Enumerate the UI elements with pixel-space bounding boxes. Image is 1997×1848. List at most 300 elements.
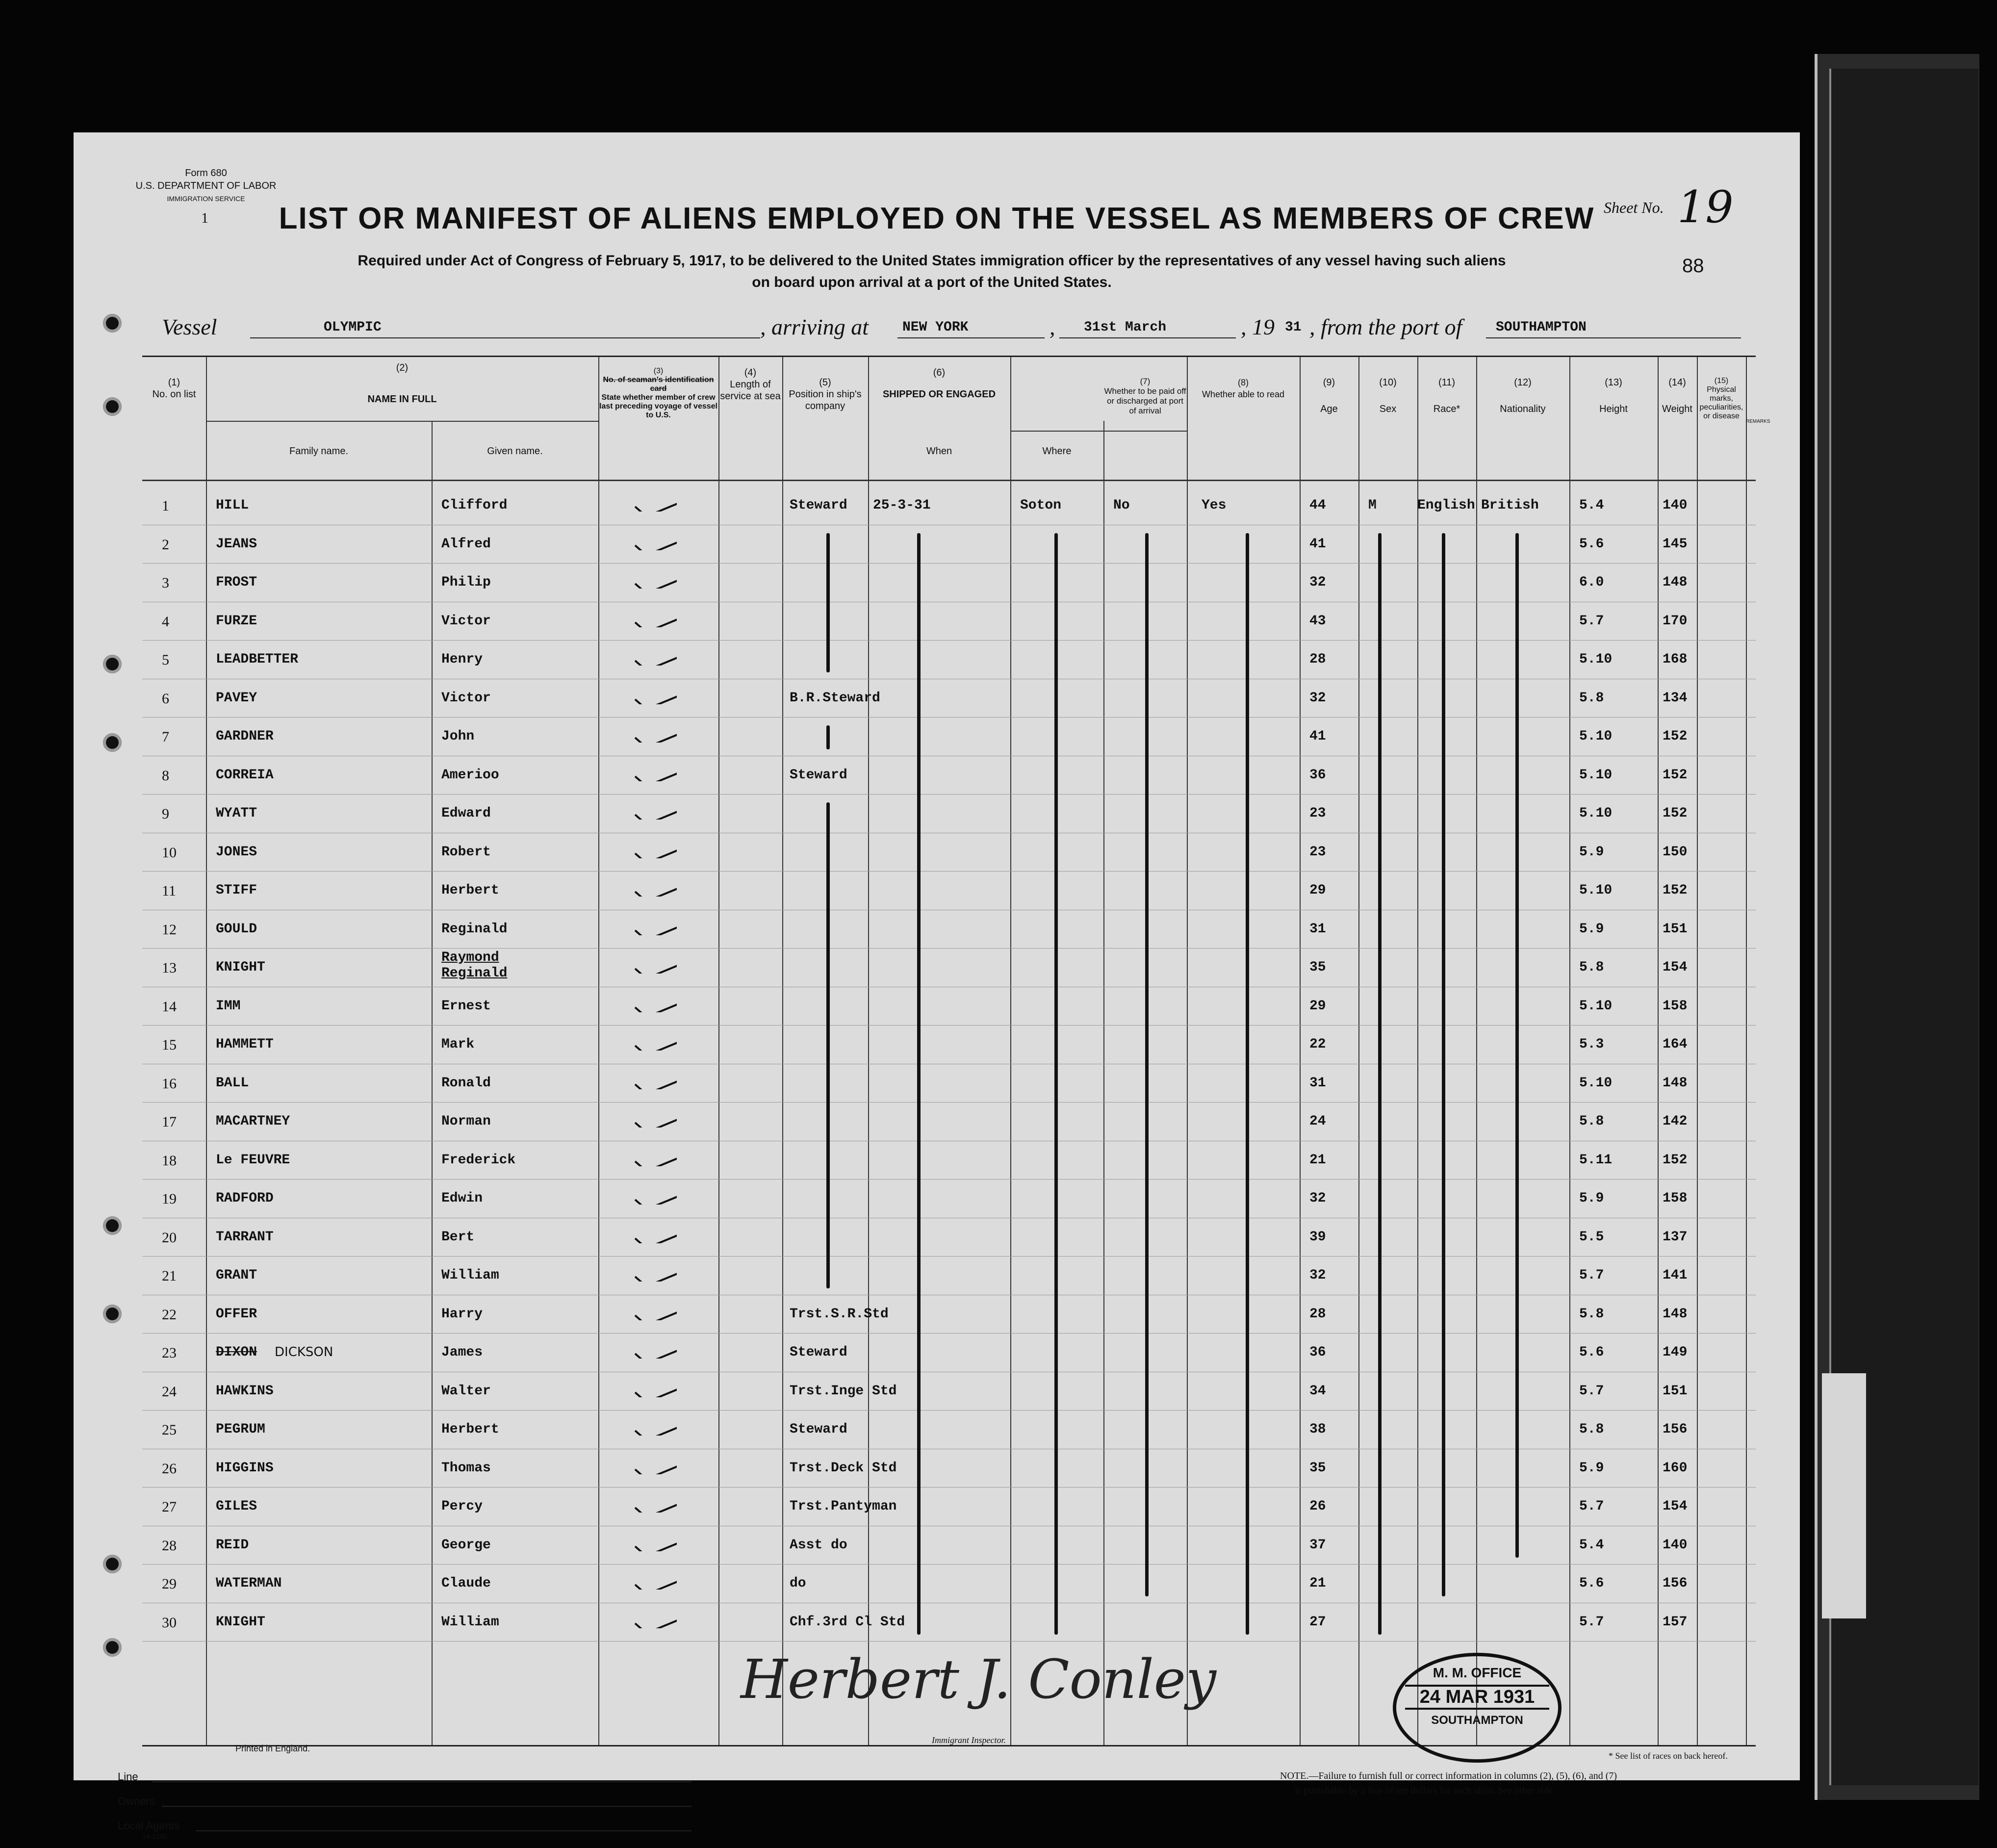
- punch-hole: [103, 314, 122, 333]
- row-number: 18: [162, 1152, 177, 1169]
- position: do: [790, 1576, 806, 1591]
- family-name: HAWKINS: [216, 1383, 274, 1399]
- punch-hole: [103, 1216, 122, 1235]
- height: 5.10: [1579, 883, 1613, 898]
- checkmark-icon: [633, 492, 677, 512]
- weight: 152: [1663, 767, 1688, 783]
- checkmark-icon: [633, 723, 677, 743]
- age: 41: [1309, 729, 1326, 744]
- family-name: KNIGHT: [216, 960, 265, 975]
- age: 34: [1309, 1383, 1326, 1399]
- checkmark-icon: [633, 1185, 677, 1205]
- checkmark-icon: [633, 916, 677, 935]
- age: 36: [1309, 1345, 1326, 1360]
- position: Trst.S.R.Std: [790, 1306, 889, 1322]
- given-name: Clifford: [441, 498, 508, 513]
- position: Steward: [790, 1422, 847, 1437]
- given-name: Victor: [441, 613, 491, 629]
- row-number: 12: [162, 921, 177, 938]
- given-name: Bert: [441, 1229, 475, 1245]
- height: 5.7: [1579, 1499, 1604, 1514]
- family-name: PEGRUM: [216, 1422, 265, 1437]
- vessel-line: Vessel OLYMPIC , arriving at NEW YORK , 31st March , 19 31 , from the port of SOUTHAMPTON: [162, 314, 1741, 343]
- col-nationality-header: (12) Nationality: [1500, 377, 1546, 414]
- age: 23: [1309, 806, 1326, 821]
- nationality: British: [1481, 498, 1539, 513]
- row-number: 14: [162, 998, 177, 1015]
- age: 38: [1309, 1422, 1326, 1437]
- table-row: [142, 1411, 1756, 1449]
- family-name: STIFF: [216, 883, 257, 898]
- row-number: 4: [162, 613, 169, 630]
- row-number: 3: [162, 575, 169, 591]
- weight: 156: [1663, 1576, 1688, 1591]
- height: 6.0: [1579, 575, 1604, 590]
- given-name: Herbert: [441, 1422, 499, 1437]
- family-name: TARRANT: [216, 1229, 274, 1245]
- family-name: OFFER: [216, 1306, 257, 1322]
- weight: 137: [1663, 1229, 1688, 1245]
- checkmark-icon: [633, 1378, 677, 1397]
- checkmark-icon: [633, 1224, 677, 1243]
- weight: 158: [1663, 1191, 1688, 1206]
- family-name: GARDNER: [216, 729, 274, 744]
- arrival-date: 31st March: [1084, 320, 1167, 335]
- given-name: Edwin: [441, 1191, 483, 1206]
- weight: 157: [1663, 1614, 1688, 1630]
- age: 32: [1309, 1191, 1326, 1206]
- checkmark-icon: [633, 569, 677, 589]
- age: 43: [1309, 613, 1326, 629]
- race: English: [1417, 498, 1475, 513]
- weight: 145: [1663, 536, 1688, 552]
- family-name: DIXON: [216, 1345, 257, 1360]
- family-name: CORREIA: [216, 767, 274, 783]
- year-suffix: 31: [1285, 320, 1302, 335]
- height: 5.11: [1579, 1152, 1613, 1168]
- punch-hole: [103, 1638, 122, 1657]
- family-name: GILES: [216, 1499, 257, 1514]
- able-to-read: Yes: [1202, 498, 1227, 513]
- position: Steward: [790, 498, 847, 513]
- given-name: Percy: [441, 1499, 483, 1514]
- family-name: HILL: [216, 498, 249, 513]
- table-row: [142, 1488, 1756, 1526]
- shipped-where: Soton: [1020, 498, 1062, 513]
- owners-label: Owners: [118, 1795, 155, 1807]
- age: 23: [1309, 844, 1326, 860]
- checkmark-icon: [633, 839, 677, 858]
- ditto-mark: [1378, 533, 1382, 1635]
- age: 21: [1309, 1576, 1326, 1591]
- given-name: Frederick: [441, 1152, 516, 1168]
- position: Trst.Deck Std: [790, 1460, 897, 1476]
- table-row: [142, 1065, 1756, 1103]
- height: 5.8: [1579, 690, 1604, 706]
- position: B.R.Steward: [790, 690, 880, 706]
- age: 44: [1309, 498, 1326, 513]
- table-row: [142, 834, 1756, 872]
- given-name: Victor: [441, 690, 491, 706]
- weight: 140: [1663, 498, 1688, 513]
- height: 5.8: [1579, 1114, 1604, 1129]
- row-number: 5: [162, 652, 169, 668]
- given-name: Reginald: [441, 921, 508, 937]
- table-row: [142, 1026, 1756, 1064]
- age: 28: [1309, 652, 1326, 667]
- ditto-mark: [1246, 533, 1249, 1635]
- row-number: 25: [162, 1422, 177, 1438]
- family-name: KNIGHT: [216, 1614, 265, 1630]
- weight: 141: [1663, 1268, 1688, 1283]
- row-number: 10: [162, 844, 177, 861]
- given-name: Claude: [441, 1576, 491, 1591]
- col-length-service-header: (4) Length of service at sea: [720, 367, 781, 402]
- height: 5.4: [1579, 1537, 1604, 1553]
- weight: 151: [1663, 921, 1688, 937]
- weight: 160: [1663, 1460, 1688, 1476]
- row-number: 15: [162, 1037, 177, 1053]
- table-row: [142, 603, 1756, 641]
- height: 5.9: [1579, 844, 1604, 860]
- ditto-mark: [826, 533, 830, 672]
- table-row: [142, 1373, 1756, 1411]
- department: U.S. DEPARTMENT OF LABOR: [135, 180, 277, 191]
- checkmark-icon: [633, 1416, 677, 1436]
- given-name: Herbert: [441, 883, 499, 898]
- height: 5.7: [1579, 1383, 1604, 1399]
- position: Chf.3rd Cl Std: [790, 1614, 905, 1630]
- age: 29: [1309, 998, 1326, 1014]
- row-number: 6: [162, 690, 169, 707]
- family-name: HIGGINS: [216, 1460, 274, 1476]
- family-name: RADFORD: [216, 1191, 274, 1206]
- checkmark-icon: [633, 1070, 677, 1089]
- row-number: 20: [162, 1229, 177, 1246]
- position: Trst.Pantyman: [790, 1499, 897, 1514]
- col-paid-off-header: (7) Whether to be paid off or discharged at port of arrival: [1104, 377, 1186, 415]
- height: 5.9: [1579, 1460, 1604, 1476]
- age: 22: [1309, 1037, 1326, 1052]
- row-number: 23: [162, 1345, 177, 1361]
- age: 28: [1309, 1306, 1326, 1322]
- checkmark-icon: [633, 1262, 677, 1282]
- age: 29: [1309, 883, 1326, 898]
- col-previous-voyage-header: (3) No. of seaman's identification card State whether member of crew last preceding voyage of vessel to U.S.: [599, 367, 717, 419]
- weight: 134: [1663, 690, 1688, 706]
- age: 31: [1309, 1075, 1326, 1091]
- family-name: FURZE: [216, 613, 257, 629]
- age: 32: [1309, 1268, 1326, 1283]
- weight: 152: [1663, 883, 1688, 898]
- family-name: IMM: [216, 998, 241, 1014]
- table-row: [142, 1219, 1756, 1257]
- given-name: Philip: [441, 575, 491, 590]
- row-number: 7: [162, 729, 169, 745]
- height: 5.10: [1579, 652, 1613, 667]
- col-shipped-header: (6) SHIPPED OR ENGAGED: [882, 367, 996, 400]
- given-name: John: [441, 729, 475, 744]
- family-name: WYATT: [216, 806, 257, 821]
- table-row: [142, 1180, 1756, 1218]
- office-stamp: [1393, 1653, 1562, 1763]
- checkmark-icon: [633, 1532, 677, 1551]
- weight: 156: [1663, 1422, 1688, 1437]
- col-name-header: (2) NAME IN FULL: [367, 362, 437, 405]
- form-identifier: [113, 167, 299, 205]
- checkmark-icon: [633, 1455, 677, 1474]
- height: 5.3: [1579, 1037, 1604, 1052]
- line-label: Line: [118, 1771, 138, 1783]
- position: Asst do: [790, 1537, 847, 1553]
- family-name: Le FEUVRE: [216, 1152, 290, 1168]
- row-number: 8: [162, 767, 169, 784]
- stamp-date: 24 MAR 1931: [1405, 1685, 1549, 1710]
- form-code: 14-1240: [142, 1832, 168, 1840]
- inspector-signature: Herbert J. Conley: [741, 1648, 1217, 1711]
- given-name: Amerioo: [441, 767, 499, 783]
- position: Steward: [790, 767, 847, 783]
- height: 5.5: [1579, 1229, 1604, 1245]
- weight: 148: [1663, 575, 1688, 590]
- manifest-sheet: [74, 132, 1800, 1840]
- weight: 168: [1663, 652, 1688, 667]
- arrival-port: NEW YORK: [902, 320, 969, 335]
- checkmark-icon: [633, 1147, 677, 1166]
- weight: 148: [1663, 1075, 1688, 1091]
- family-name: JONES: [216, 844, 257, 860]
- form-mark: 1: [201, 210, 208, 226]
- position: Trst.Inge Std: [790, 1383, 897, 1399]
- checkmark-icon: [633, 685, 677, 704]
- col-given-name-header: Given name.: [487, 446, 543, 457]
- row-number: 21: [162, 1268, 177, 1284]
- departure-port: SOUTHAMPTON: [1496, 320, 1587, 335]
- height: 5.10: [1579, 998, 1613, 1014]
- weight: 164: [1663, 1037, 1688, 1052]
- row-number: 2: [162, 536, 169, 553]
- row-number: 13: [162, 960, 177, 976]
- table-row: [142, 1604, 1756, 1642]
- table-row: [142, 1334, 1756, 1372]
- position: Steward: [790, 1345, 847, 1360]
- year-prefix: , 19: [1241, 314, 1275, 339]
- family-name: WATERMAN: [216, 1576, 282, 1591]
- weight: 152: [1663, 729, 1688, 744]
- checkmark-icon: [633, 646, 677, 666]
- given-name: Thomas: [441, 1460, 491, 1476]
- weight: 170: [1663, 613, 1688, 629]
- ditto-mark: [826, 802, 830, 1288]
- subtitle-line-2: on board upon arrival at a port of the United States.: [752, 274, 1112, 290]
- row-number: 22: [162, 1306, 177, 1323]
- height: 5.8: [1579, 1306, 1604, 1322]
- footer-note-1: NOTE.—Failure to furnish full or correct information in columns (2), (5), (6), and (7): [1280, 1771, 1617, 1781]
- col-when-header: When: [926, 446, 952, 457]
- inspector-label: Immigrant Inspector.: [932, 1735, 1006, 1745]
- ditto-mark: [917, 533, 921, 1635]
- table-row: [142, 564, 1756, 602]
- table-row: [142, 1450, 1756, 1488]
- height: 5.9: [1579, 1191, 1604, 1206]
- col-position-header: (5) Position in ship's company: [789, 377, 862, 411]
- given-name: Edward: [441, 806, 491, 821]
- height: 5.10: [1579, 767, 1613, 783]
- age: 31: [1309, 921, 1326, 937]
- row-number: 1: [162, 498, 169, 514]
- weight: 148: [1663, 1306, 1688, 1322]
- family-name: MACARTNEY: [216, 1114, 290, 1129]
- family-name-correction: DICKSON: [275, 1345, 333, 1360]
- given-name: Robert: [441, 844, 491, 860]
- agents-label: Local Agents: [118, 1820, 179, 1832]
- checkmark-icon: [633, 1493, 677, 1513]
- table-row: [142, 680, 1756, 718]
- page-subtitle: [270, 250, 1594, 293]
- table-row: [142, 526, 1756, 564]
- punch-hole: [103, 1555, 122, 1573]
- given-name: William: [441, 1614, 499, 1630]
- weight: 150: [1663, 844, 1688, 860]
- sex: M: [1368, 498, 1377, 513]
- table-row: [142, 795, 1756, 833]
- col-race-header: (11) Race*: [1433, 377, 1460, 414]
- arriving-label: , arriving at: [760, 314, 869, 339]
- checkmark-icon: [633, 1031, 677, 1051]
- col-height-header: (13) Height: [1599, 377, 1628, 414]
- punch-hole: [103, 733, 122, 752]
- ditto-mark: [1515, 533, 1519, 1558]
- family-name: JEANS: [216, 536, 257, 552]
- table-row: [142, 1257, 1756, 1295]
- weight: 152: [1663, 1152, 1688, 1168]
- given-name: Raymond Reginald: [441, 950, 508, 981]
- height: 5.8: [1579, 960, 1604, 975]
- table-row: [142, 1103, 1756, 1141]
- checkmark-icon: [633, 1108, 677, 1128]
- checkmark-icon: [633, 608, 677, 627]
- table-row: [142, 1142, 1756, 1180]
- family-name: PAVEY: [216, 690, 257, 706]
- ditto-mark: [1145, 533, 1149, 1596]
- table-row: [142, 757, 1756, 795]
- checkmark-icon: [633, 1339, 677, 1359]
- family-name: BALL: [216, 1075, 249, 1091]
- col-sex-header: (10) Sex: [1379, 377, 1397, 414]
- weight: 151: [1663, 1383, 1688, 1399]
- row-number: 11: [162, 883, 176, 899]
- given-name: Henry: [441, 652, 483, 667]
- given-name: William: [441, 1268, 499, 1283]
- col-weight-header: (14) Weight: [1662, 377, 1692, 414]
- height: 5.8: [1579, 1422, 1604, 1437]
- table-row: [142, 641, 1756, 679]
- stamp-top: M. M. OFFICE: [1433, 1665, 1522, 1680]
- given-name: Ernest: [441, 998, 491, 1014]
- age: 32: [1309, 575, 1326, 590]
- punch-hole: [103, 397, 122, 416]
- family-name: FROST: [216, 575, 257, 590]
- col-where-header: Where: [1042, 446, 1072, 457]
- height: 5.6: [1579, 1345, 1604, 1360]
- checkmark-icon: [633, 762, 677, 781]
- service: IMMIGRATION SERVICE: [167, 195, 245, 203]
- crew-table: [142, 356, 1770, 1746]
- weight: 149: [1663, 1345, 1688, 1360]
- age: 26: [1309, 1499, 1326, 1514]
- height: 5.7: [1579, 1614, 1604, 1630]
- height: 5.9: [1579, 921, 1604, 937]
- row-number: 28: [162, 1537, 177, 1554]
- height: 5.6: [1579, 536, 1604, 552]
- row-number: 26: [162, 1460, 177, 1477]
- row-number: 29: [162, 1576, 177, 1592]
- checkmark-icon: [633, 1301, 677, 1320]
- sheet-number: 19: [1677, 181, 1734, 233]
- col-no-header: (1) No. on list: [152, 377, 196, 400]
- checkmark-icon: [633, 1609, 677, 1628]
- height: 5.7: [1579, 613, 1604, 629]
- age: 32: [1309, 690, 1326, 706]
- from-label: , from the port of: [1309, 314, 1462, 339]
- height: 5.10: [1579, 806, 1613, 821]
- punch-hole: [103, 655, 122, 673]
- row-number: 27: [162, 1499, 177, 1515]
- row-number: 17: [162, 1114, 177, 1130]
- shipped-when: 25-3-31: [873, 498, 931, 513]
- table-row: [142, 487, 1756, 525]
- page-title: LIST OR MANIFEST OF ALIENS EMPLOYED ON THE VESSEL AS MEMBERS OF CREW: [279, 202, 1595, 235]
- sheet-label: Sheet No.: [1604, 199, 1664, 216]
- page-number: 88: [1682, 255, 1704, 277]
- weight: 142: [1663, 1114, 1688, 1129]
- height: 5.6: [1579, 1576, 1604, 1591]
- family-name: LEADBETTER: [216, 652, 299, 667]
- given-name: Mark: [441, 1037, 475, 1052]
- given-name: Walter: [441, 1383, 491, 1399]
- weight: 154: [1663, 1499, 1688, 1514]
- checkmark-icon: [633, 800, 677, 820]
- col-read-header: (8) Whether able to read: [1202, 378, 1285, 399]
- family-name: GOULD: [216, 921, 257, 937]
- height: 5.7: [1579, 1268, 1604, 1283]
- weight: 152: [1663, 806, 1688, 821]
- age: 39: [1309, 1229, 1326, 1245]
- checkmark-icon: [633, 531, 677, 550]
- table-row: [142, 718, 1756, 756]
- checkmark-icon: [633, 877, 677, 897]
- races-note: * See list of races on back hereof.: [1609, 1751, 1728, 1761]
- family-name: HAMMETT: [216, 1037, 274, 1052]
- checkmark-icon: [633, 1570, 677, 1590]
- ditto-mark: [1442, 533, 1445, 1596]
- col-remarks-header: REMARKS: [1746, 419, 1770, 424]
- age: 41: [1309, 536, 1326, 552]
- family-name: REID: [216, 1537, 249, 1553]
- given-name: George: [441, 1537, 491, 1553]
- row-number: 9: [162, 806, 169, 822]
- given-name: Ronald: [441, 1075, 491, 1091]
- ditto-mark: [1054, 533, 1058, 1635]
- checkmark-icon: [633, 993, 677, 1012]
- col-family-name-header: Family name.: [289, 446, 349, 457]
- checkmark-icon: [633, 954, 677, 974]
- family-name: GRANT: [216, 1268, 257, 1283]
- printed-note: Printed in England.: [235, 1744, 310, 1753]
- row-number: 16: [162, 1075, 177, 1092]
- form-number: Form 680: [185, 168, 227, 179]
- margin-marks: [1822, 1373, 1866, 1618]
